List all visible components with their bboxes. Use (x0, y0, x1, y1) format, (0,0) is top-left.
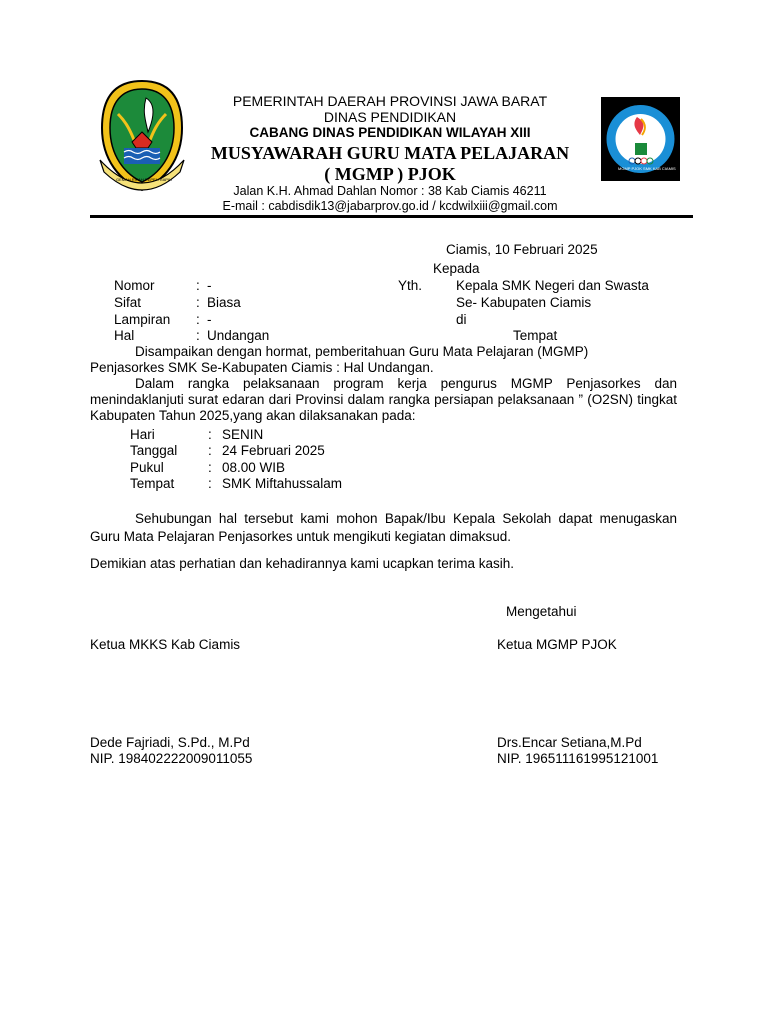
addressee-yth: Yth. (398, 278, 423, 293)
paragraph-1-second-line: Penjasorkes SMK Se-Kabupaten Ciamis : Hal Undangan. (90, 360, 434, 375)
department-name: DINAS PENDIDIKAN (323, 109, 457, 125)
schedule-label: Pukul (130, 460, 164, 475)
office-address: Jalan K.H. Ahmad Dahlan Nomor : 38 Kab Ciamis 46211 (233, 184, 547, 198)
place-date: Ciamis, 10 Februari 2025 (446, 242, 598, 257)
paragraph-2: Dalam rangka pelaksanaan program kerja pengurus MGMP Penjasorkes dan menindaklanjuti surat edaran dari Provinsi dalam rangka persiapan pelaksanaan ” (O2SN) tingkat Kabupaten Tahun 2025,yang akan dilaksanakan pada: (90, 376, 677, 423)
meta-value: Biasa (207, 295, 241, 310)
meta-label: Sifat (114, 295, 142, 310)
schedule-value: SMK Miftahussalam (222, 476, 343, 491)
meta-separator: : (196, 278, 200, 293)
meta-label: Nomor (114, 278, 155, 293)
left-signatory-name: Dede Fajriadi, S.Pd., M.Pd (90, 735, 250, 750)
schedule-separator: : (208, 443, 212, 458)
schedule-separator: : (208, 460, 212, 475)
schedule-value: 08.00 WIB (222, 460, 286, 475)
meta-separator: : (196, 312, 200, 327)
meta-value: - (207, 312, 212, 327)
paragraph-3: Sehubungan hal tersebut kami mohon Bapak/Ibu Kepala Sekolah dapat menugaskan Guru Mata Pelajaran Penjasorkes untuk mengikuti kegiatan dimaksud. (90, 511, 677, 544)
government-name: PEMERINTAH DAERAH PROVINSI JAWA BARAT (232, 93, 548, 109)
addressee-line4: Tempat (513, 328, 558, 343)
mengetahui-label: Mengetahui (506, 604, 577, 619)
left-signatory-title: Ketua MKKS Kab Ciamis (90, 637, 241, 652)
left-signatory-nip: NIP. 198402222009011055 (90, 751, 253, 766)
meta-value: - (207, 278, 212, 293)
right-signatory-title: Ketua MGMP PJOK (497, 637, 617, 652)
addressee-line2: Se- Kabupaten Ciamis (456, 295, 592, 310)
meta-separator: : (196, 328, 200, 343)
schedule-separator: : (208, 476, 212, 491)
organization-name: MUSYAWARAH GURU MATA PELAJARAN (210, 143, 570, 163)
right-signatory-nip: NIP. 196511161995121001 (497, 751, 659, 766)
schedule-label: Tanggal (130, 443, 178, 458)
schedule-label: Tempat (130, 476, 175, 491)
schedule-label: Hari (130, 427, 155, 442)
meta-separator: : (196, 295, 200, 310)
schedule-value: SENIN (222, 427, 264, 442)
office-email: E-mail : cabdisdik13@jabarprov.go.id / kcdwilxiii@gmail.com (222, 199, 558, 213)
addressee-line3: di (456, 312, 467, 327)
meta-label: Hal (114, 328, 135, 343)
letterhead-divider (90, 215, 693, 218)
paragraph-1-first-line: Disampaikan dengan hormat, pemberitahuan Guru Mata Pelajaran (MGMP) (135, 344, 589, 359)
schedule-separator: : (208, 427, 212, 442)
organization-acronym: ( MGMP ) PJOK (324, 164, 456, 184)
logo-ring-text: MGMP PJOK SMK KAB CIAMIS (618, 166, 676, 171)
branch-office-name: CABANG DINAS PENDIDIKAN WILAYAH XIII (249, 125, 531, 140)
addressee-kepada: Kepada (433, 261, 480, 276)
meta-label: Lampiran (114, 312, 171, 327)
meta-value: Undangan (207, 328, 270, 343)
closing-paragraph: Demikian atas perhatian dan kehadirannya kami ucapkan terima kasih. (90, 556, 514, 571)
schedule-value: 24 Februari 2025 (222, 443, 325, 458)
addressee-line1: Kepala SMK Negeri dan Swasta (456, 278, 649, 293)
right-signatory-name: Drs.Encar Setiana,M.Pd (497, 735, 642, 750)
emblem-ribbon-text: GEMAH RIPAH REPEH RAPIH (116, 177, 172, 182)
